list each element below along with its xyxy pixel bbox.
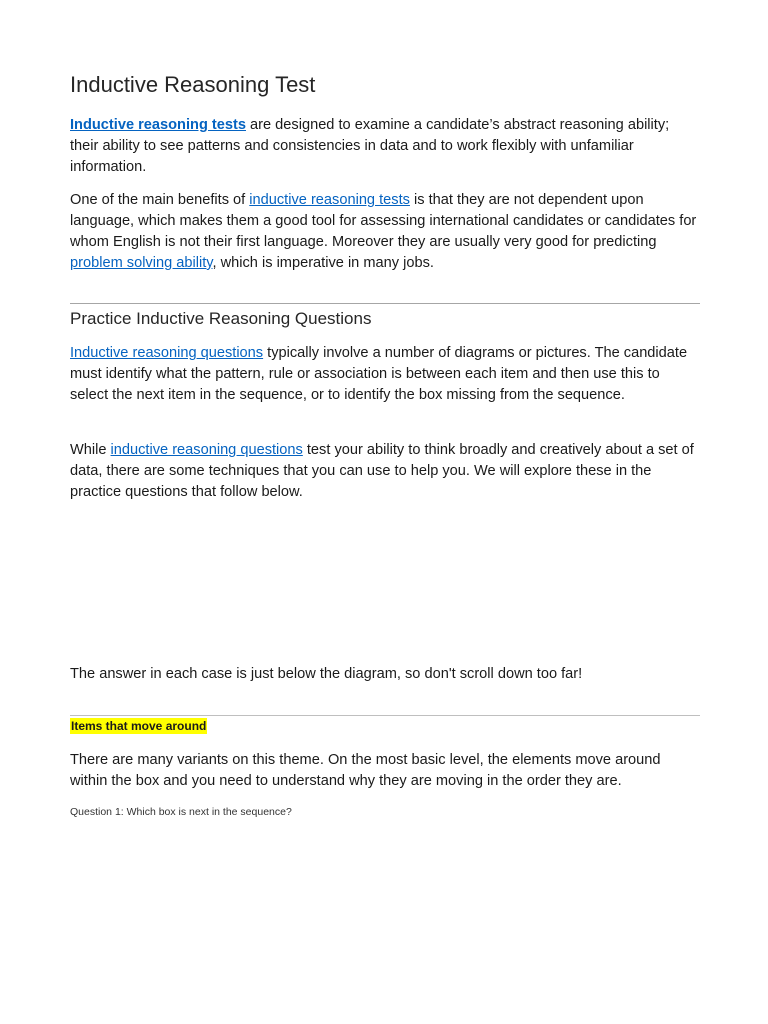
intro-paragraph bbox=[70, 115, 700, 178]
inductive-reasoning-questions-link-2[interactable]: inductive reasoning questions bbox=[110, 442, 303, 458]
benefits-text-after: , which is imperative in many jobs. bbox=[212, 255, 434, 271]
problem-solving-ability-link[interactable]: problem solving ability bbox=[70, 255, 213, 271]
page-title: Inductive Reasoning Test bbox=[70, 72, 316, 97]
benefits-text-middle: is that they are not dependent upon language, which makes them a good tool for assessing international candidates or candidates for whom English is not their first language. Moreover they are usually very good for predicting bbox=[70, 192, 697, 250]
practice-para2-text-before: While bbox=[70, 442, 111, 458]
inductive-reasoning-questions-link[interactable]: Inductive reasoning questions bbox=[70, 345, 264, 361]
practice-para1-text: typically involve a number of diagrams or pictures. The candidate must identify what the pattern, rule or association is between each item and then use this to select the next item in the sequence, or to identify the box missing from the sequence. bbox=[70, 345, 688, 403]
inductive-reasoning-tests-link[interactable]: Inductive reasoning tests bbox=[70, 117, 246, 133]
section-description: There are many variants on this theme. On the most basic level, the elements move around within the box and you need to understand why they are moving in the order they are. bbox=[70, 752, 661, 789]
answer-note: The answer in each case is just below the diagram, so don't scroll down too far! bbox=[70, 666, 583, 682]
inductive-reasoning-tests-link-2[interactable]: inductive reasoning tests bbox=[249, 192, 410, 208]
practice-para2-text-after: test your ability to think broadly and creatively about a set of data, there are some techniques that you can use to help you. We will explore these in the practice questions that follow below. bbox=[70, 442, 694, 500]
practice-heading: Practice Inductive Reasoning Questions bbox=[70, 309, 372, 328]
practice-paragraph-1 bbox=[70, 343, 700, 406]
practice-paragraph-2 bbox=[70, 440, 700, 503]
section-label-highlight: Items that move around bbox=[71, 719, 207, 733]
subsection-divider bbox=[70, 715, 700, 716]
benefits-text-before: One of the main benefits of bbox=[70, 192, 250, 208]
intro-text: are designed to examine a candidate’s abstract reasoning ability; their ability to see patterns and consistencies in data and to work flexibly with unfamiliar information. bbox=[70, 117, 670, 175]
section-divider bbox=[70, 303, 700, 304]
question-1-caption: Question 1: Which box is next in the sequence? bbox=[70, 806, 292, 818]
benefits-paragraph bbox=[70, 190, 700, 274]
